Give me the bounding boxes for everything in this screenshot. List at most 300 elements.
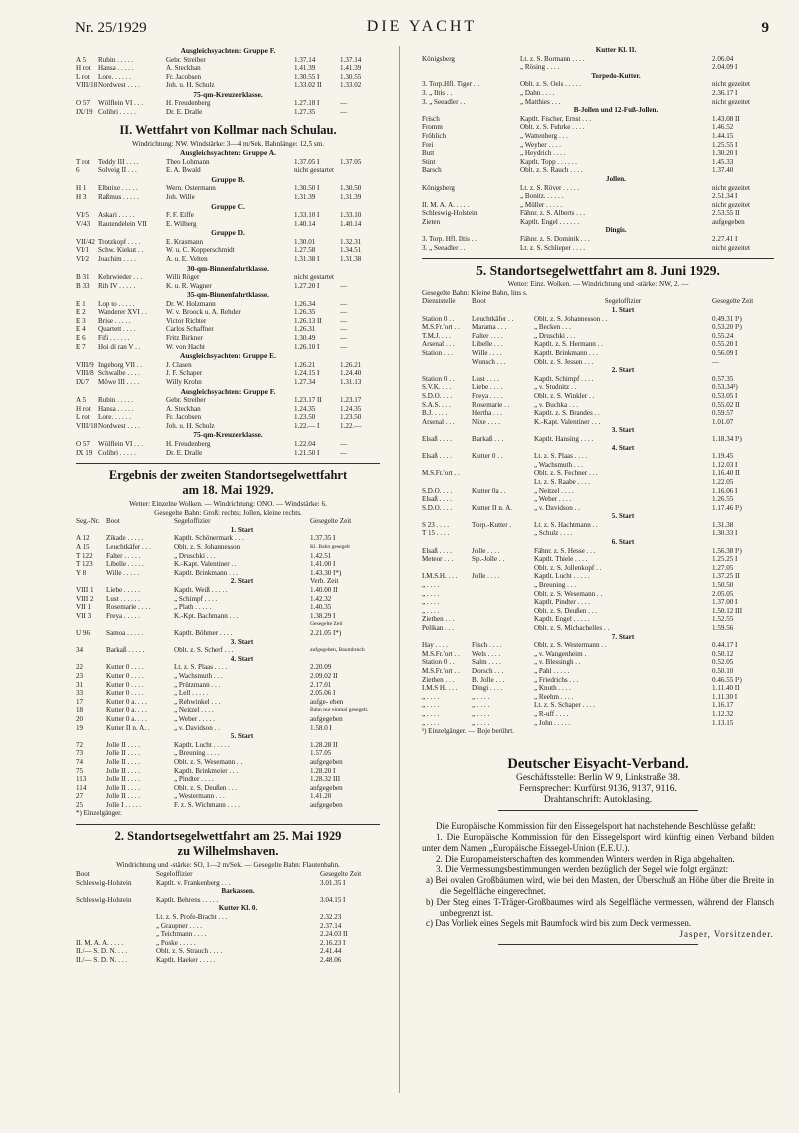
cell: nicht gestartet: [294, 273, 334, 281]
result-row: [76, 108, 380, 117]
cell: 2.37.14: [320, 921, 342, 930]
result-row: [422, 667, 774, 676]
cell: 3.04.15 I: [320, 895, 346, 904]
cell: 1.50.12 III: [712, 606, 743, 615]
cell: 3. „ Seeadler . .: [422, 243, 466, 252]
cell: —: [340, 299, 348, 308]
cell: F. F. Eiffe: [166, 211, 194, 220]
cell: Jolle II . . . .: [106, 757, 141, 766]
cell: „ Wachsmuth . . .: [534, 460, 583, 469]
cell: „ v. Studnitz . .: [534, 383, 577, 392]
result-row: [76, 724, 380, 733]
cell: „ . . . .: [472, 692, 490, 701]
cell: „ Schulz . . . .: [534, 529, 573, 538]
group-heading: 75-qm-Kreuzerklasse.: [193, 89, 263, 99]
result-row: [422, 564, 774, 573]
cell: 0.52.05: [712, 658, 734, 667]
cell: Samoa . . . . .: [106, 629, 144, 637]
cell: Fröhlich: [422, 131, 447, 140]
result-row: [422, 115, 774, 124]
cell: „ Wachsmuth . . .: [174, 671, 223, 680]
cell: [472, 538, 534, 547]
result-row: [422, 383, 774, 392]
separator-line: [498, 944, 698, 945]
cell: H 1: [76, 184, 87, 193]
cell: [472, 590, 534, 599]
cell: F. z. S. Wichmann . . . .: [174, 800, 241, 809]
footnote: ¹) Einzelgänger. — Boje berührt.: [422, 727, 514, 736]
cell: Lore. . . . . .: [98, 413, 131, 422]
cell: Lt. z. S. Plaas . . . .: [534, 452, 588, 461]
cell: [422, 461, 472, 470]
result-row: [76, 534, 380, 543]
cell: aufge- eben: [310, 697, 344, 706]
result-row: [422, 46, 774, 55]
section-title: 2. Standortsegelwettfahrt am 25. Mai 1929: [114, 829, 342, 844]
cell: Freya . . . . .: [106, 611, 140, 620]
column-header: Segeloffizier: [604, 297, 642, 306]
cell: „ Rösing . . . .: [520, 63, 560, 72]
cell: „ Druschki . . .: [174, 551, 216, 560]
cell: Kaptlt. Böhmer . . . .: [174, 629, 233, 637]
cell: 1.37.00 I: [712, 598, 738, 607]
cell: „ . . . .: [422, 606, 440, 615]
cell: 1.26.55: [712, 495, 734, 504]
cell: H 3: [76, 192, 87, 201]
result-row: [422, 366, 774, 375]
result-row: [422, 426, 774, 435]
result-row: [422, 615, 774, 624]
cell: Oblt. z. S. Westermann . .: [534, 641, 607, 650]
cell: L rot: [76, 72, 90, 81]
cell: 1.23.17: [340, 396, 362, 405]
result-row: [76, 81, 380, 90]
cell: „ Breuning . . .: [534, 581, 576, 590]
cell: Oblt. z. S. Deußen . . .: [174, 783, 238, 792]
cell: 1.33.10 I: [294, 211, 320, 220]
column-header: Boot: [76, 870, 90, 879]
cell: „ . . . .: [422, 709, 440, 718]
page-number: 9: [761, 20, 769, 36]
cell: „ Teichmann . . . .: [156, 930, 207, 939]
cell: —: [340, 107, 348, 116]
cell: [422, 633, 472, 642]
cell: [472, 624, 534, 633]
cell: B 33: [76, 281, 90, 290]
cell: Oblt. z. S. Michachelles . .: [534, 624, 610, 632]
cell: [422, 538, 472, 547]
result-row: [422, 710, 774, 719]
cell: Kaptlt. Behrens . . . . .: [156, 895, 219, 904]
cell: Schleswig-Holstein: [76, 895, 132, 904]
cell: Libelle . . .: [472, 340, 503, 349]
result-row: [422, 658, 774, 667]
cell: Lore. . . . . .: [98, 72, 131, 81]
result-row: [76, 879, 380, 888]
cell: „ . . . .: [422, 692, 440, 701]
cell: [76, 732, 106, 741]
cell: [422, 175, 520, 184]
cell: Kutter 0a . .: [472, 486, 506, 495]
result-row: [76, 552, 380, 561]
cell: Barkaß . . .: [472, 434, 504, 443]
cell: H rot: [76, 404, 91, 413]
cell: Elsaß . . . .: [422, 434, 452, 443]
cell: Kaptlt. Engel . . . . .: [534, 615, 590, 624]
result-row: [76, 255, 380, 264]
cell: 1.28.20 I: [310, 766, 336, 775]
cell: 6: [76, 166, 80, 175]
cell: Liebe . . . .: [472, 383, 503, 392]
cell: Kaptlt. Lucht . . . . .: [534, 572, 590, 581]
cell: VII/42: [76, 237, 95, 246]
cell: 1.23.17 II: [294, 396, 322, 405]
cell: W. von Hacht: [166, 342, 205, 351]
result-row: [422, 418, 774, 427]
cell: Jolle II . . . .: [106, 740, 141, 749]
cell: 1.30.50 I: [294, 184, 320, 193]
wind-info: Wetter: Einz. Wolken. — Windrichtung und -stärke: NW, 2. —: [507, 280, 689, 289]
result-row: [76, 758, 380, 767]
cell: Lt. z. S. Schaper . . . .: [534, 701, 596, 710]
cell: 1.27.20 I: [294, 281, 320, 290]
cell: „ . . . .: [422, 589, 440, 598]
result-row: [76, 698, 380, 707]
cell: 1.22.—: [340, 421, 362, 430]
cell: [310, 526, 380, 535]
result-row: [76, 422, 380, 431]
cell: 1.33.02 II: [294, 81, 322, 90]
cell: Torp.-Kutter .: [472, 520, 512, 529]
cell: 114: [76, 783, 87, 792]
cell: Jolle . . . .: [472, 572, 500, 581]
result-row: [422, 306, 774, 315]
cell: „ Becken . . .: [534, 323, 571, 332]
cell: 17: [76, 697, 84, 706]
result-row: [76, 749, 380, 758]
cell: O 57: [76, 99, 90, 108]
cell: Wanderer XVI . .: [98, 308, 147, 317]
cell: 0.55.02 II: [712, 400, 740, 409]
result-row: [422, 504, 774, 513]
cell: E. Wilberg: [166, 219, 197, 228]
cell: S.V.K. . . .: [422, 383, 452, 392]
cell: 1.43.30 I*): [310, 568, 342, 577]
cell: Raßmus . . . . .: [98, 192, 139, 201]
result-row: [76, 638, 380, 647]
result-row: [422, 158, 774, 167]
office-address: Geschäftsstelle: Berlin W 9, Linkstraße 38.: [515, 773, 680, 784]
cell: 1.30.50: [340, 184, 362, 193]
group-heading: Ausgleichsyachten: Gruppe E.: [180, 351, 276, 361]
cell: 1.16.40 II: [712, 469, 740, 478]
cell: 4. Start: [230, 654, 254, 663]
cell: Kutter 0 . . . .: [106, 680, 144, 689]
cell: Kl. Bahn gesegelt: [310, 544, 350, 551]
cell: Dorsch . . .: [472, 666, 504, 675]
cell: VII 3: [76, 611, 92, 620]
cell: Oblt. z. S. Fuhrke . . . .: [520, 123, 585, 132]
cell: U 96: [76, 629, 90, 637]
cell: 1.24.40: [340, 369, 362, 378]
paragraph: c) Das Vorliek eines Segels mit Baumfock wird bis zum Deck vermessen.: [426, 918, 692, 929]
cell: [76, 930, 156, 939]
cell: 1.30.33 I: [712, 529, 738, 538]
cell: 2.24.03 II: [320, 930, 348, 939]
result-row: [422, 401, 774, 410]
result-row: [422, 392, 774, 401]
result-row: [76, 663, 380, 672]
result-row: [422, 72, 774, 81]
cell: Lt. z. S. Bormann . . . .: [520, 54, 585, 63]
result-row: [76, 334, 380, 343]
cell: Wölflein VI . . .: [98, 99, 143, 108]
cell: 1.56.38 I¹): [712, 546, 742, 555]
cell: 0.55.24: [712, 331, 734, 340]
cell: Hansa . . . . .: [98, 404, 134, 413]
cell: „ Friedrichs . . .: [534, 675, 579, 684]
cell: Oblt. z. S. Jollenkopf . .: [534, 563, 602, 572]
cell: [712, 366, 774, 375]
cell: [712, 106, 774, 115]
cell: —: [340, 308, 348, 317]
result-row: [76, 449, 380, 458]
result-row: [422, 349, 774, 358]
result-row: [422, 495, 774, 504]
cell: II. M. A. A. . . . .: [422, 200, 470, 209]
cell: 1.24.35: [340, 404, 362, 413]
result-row: [76, 715, 380, 724]
result-row: [422, 132, 774, 141]
cell: Kaptlt. v. Frankenberg . . .: [156, 878, 231, 887]
cell: E. Krasmann: [166, 237, 204, 246]
issue-number: Nr. 25/1929: [75, 20, 147, 36]
cell: E 1: [76, 299, 86, 308]
cell: 3. „ Seeadler . .: [422, 97, 466, 106]
cell: Elsaß . . . .: [422, 452, 452, 461]
result-row: [76, 947, 380, 956]
cell: aufgegeben: [310, 714, 343, 723]
result-row: [76, 378, 380, 387]
cell: Nordwest . . . .: [98, 81, 140, 90]
cell: [174, 620, 310, 629]
cell: „ v. Blessingh . .: [534, 658, 581, 667]
cell: [472, 512, 534, 521]
result-row: [422, 192, 774, 201]
result-row: [422, 676, 774, 685]
cell: nicht gezeitet: [712, 97, 751, 106]
cell: 2.51.34 I: [712, 192, 738, 201]
result-row: [422, 650, 774, 659]
cell: [76, 904, 156, 913]
column-header: Boot: [106, 517, 120, 526]
cell: [472, 469, 534, 478]
result-row: [76, 577, 380, 586]
cell: Kutter 0 . .: [472, 452, 503, 461]
cell: „ . . . .: [422, 718, 440, 727]
cell: Fähnr. z. S. Dominik . . .: [520, 235, 590, 244]
cell: Hansa . . . . .: [98, 64, 134, 73]
cell: Fr. Jacobsen: [166, 72, 202, 81]
cell: 1.16.06 I: [712, 486, 738, 495]
cell: Rih IV . . . . .: [98, 281, 136, 290]
cell: aufgegeben, Baumbruch: [310, 647, 365, 654]
cell: Sp.-Jolle . .: [472, 555, 505, 564]
cell: Leuchtkäfer . .: [472, 314, 514, 323]
cell: Kutter 0 . . . .: [106, 663, 144, 672]
cell: 1.37.40: [712, 166, 734, 175]
cell: 1.40.00 II: [310, 586, 338, 595]
cell: Kaptlt. Brinkmann . . .: [174, 568, 238, 577]
cell: Kaptlt. Brinkmann . . .: [534, 349, 598, 357]
result-row: [76, 896, 380, 905]
cell: Lt. z. S. Profe-Bracht . . .: [156, 913, 228, 922]
result-row: [76, 526, 380, 535]
cell: 1.37.35 I: [310, 534, 336, 543]
announcement-text: [422, 821, 774, 940]
cell: 7. Start: [611, 632, 635, 641]
group-heading: 30-qm-Binnenfahrtklasse.: [187, 263, 269, 273]
cell: 22: [76, 663, 84, 672]
result-row: [422, 244, 774, 253]
cell: Frei: [422, 140, 434, 149]
cell: „ Druschki . . .: [534, 331, 576, 340]
cell: 0.55.20 I: [712, 340, 738, 349]
cell: Oblt. z. S. Fechner . . .: [534, 469, 598, 478]
cell: Jolle II . . . .: [106, 792, 141, 801]
cell: Barkassen.: [221, 887, 255, 896]
left-column: [76, 46, 380, 1113]
cell: „ . . . .: [422, 701, 440, 710]
cell: Wels . . . .: [472, 649, 501, 658]
cell: Rautendelein VII: [98, 219, 147, 228]
paragraph: 1. Die Europäische Kommission für den Eissegelsport wird künftig einen Verband bilden unter dem Namen „Europäische Eissegel-Union (E.E.U.).: [422, 831, 774, 853]
cell: S.D.O. . . .: [422, 503, 453, 512]
cell: [422, 426, 472, 435]
cell: [422, 72, 520, 81]
cell: 1.40.14: [294, 219, 316, 228]
cell: Gebr. Streiber: [166, 55, 206, 64]
result-row: [76, 569, 380, 578]
result-row: [422, 444, 774, 453]
result-row: [422, 166, 774, 175]
cell: 1.46.52: [712, 123, 734, 132]
cell: [472, 306, 534, 315]
result-row: [422, 469, 774, 478]
cell: „ . . . .: [472, 701, 490, 710]
wind-info: Windrichtung: NW. Windstärke: 3—4 m/Sek. Bahnlänge: 12,5 sm.: [131, 139, 325, 148]
cell: [106, 526, 174, 535]
cell: 3. „ Iltis . .: [422, 88, 453, 97]
cell: VIII/18: [76, 81, 98, 90]
cell: II./— S. D. N. . . .: [76, 947, 128, 956]
result-row: [76, 543, 380, 552]
cell: „ Wattenberg . . .: [520, 131, 568, 140]
right-column: [422, 46, 774, 1113]
result-row: [76, 775, 380, 784]
cell: Kaptlt. z. S. Hermann . .: [534, 340, 603, 349]
cell: 1.40.35: [310, 603, 332, 612]
cell: „ Breuning . . . .: [174, 749, 220, 758]
result-row: [76, 612, 380, 621]
cell: I.M.S H. . . .: [422, 684, 458, 693]
result-row: [422, 512, 774, 521]
result-row: [76, 560, 380, 569]
result-row: [422, 521, 774, 530]
cell: Arsenal . . .: [422, 417, 455, 426]
cell: A 5: [76, 396, 87, 405]
cell: „ Reehm . . . .: [534, 692, 574, 701]
cell: „ Weber . . . .: [534, 495, 572, 504]
cell: „ . . . .: [422, 581, 440, 590]
cell: Kutter 0 a. . . .: [106, 706, 147, 715]
cell: [106, 620, 174, 629]
cell: „ R-uff . . . .: [534, 709, 569, 718]
cell: [106, 638, 174, 647]
cell: 1.30.49: [294, 334, 316, 343]
cell: Königsberg: [422, 54, 455, 63]
cell: 2.06.04: [712, 54, 734, 63]
cell: „ v. Davidson . .: [174, 723, 220, 732]
cell: 1.30.55 I: [294, 72, 320, 81]
cell: —: [340, 316, 348, 325]
separator-line: [76, 824, 380, 825]
cell: L rot: [76, 413, 90, 422]
cell: [422, 358, 472, 367]
cell: 1.23.50: [294, 413, 316, 422]
cell: Rubin . . . . .: [98, 55, 134, 64]
result-row: [76, 956, 380, 965]
cell: [76, 913, 156, 922]
cell: Freya . . . .: [472, 391, 503, 400]
cell: [422, 46, 520, 55]
column-header: Dienststelle: [422, 297, 456, 306]
cell: 2.04.09 I: [712, 63, 738, 72]
cell: [310, 638, 380, 647]
cell: aufgegeben: [310, 757, 343, 766]
result-row: [422, 358, 774, 367]
cell: J. Clasen: [166, 360, 192, 369]
cell: Barkaß . . . . .: [106, 646, 145, 655]
result-row: [76, 595, 380, 604]
cell: Fr. Jacobsen: [166, 413, 202, 422]
cell: „ v. Davidson . .: [534, 503, 580, 512]
phone-numbers: Fernsprecher: Kurfürst 9136, 9137, 9116.: [519, 784, 677, 795]
column-headers: [76, 517, 380, 526]
cell: [422, 444, 472, 453]
cell: VII 1: [76, 603, 92, 612]
result-row: [76, 629, 380, 638]
cell: [472, 444, 534, 453]
cell: Fromm: [422, 123, 443, 132]
cell: Askari . . . . .: [98, 211, 135, 220]
cell: Jolle I . . . . .: [106, 800, 142, 809]
cell: Falter . . . . .: [106, 551, 141, 560]
result-row: [76, 56, 380, 65]
cell: —: [340, 334, 348, 343]
result-row: [76, 655, 380, 664]
cell: Kaptlt. Schimpf . . . .: [534, 374, 594, 383]
cell: 73: [76, 749, 84, 758]
group-heading: 75-qm-Kreuzerklasse.: [193, 430, 263, 440]
cell: [472, 633, 534, 642]
cell: [712, 72, 774, 81]
cell: 1.11.30 I: [712, 692, 738, 701]
cell: Kutter Kl. 0.: [218, 904, 258, 913]
cell: 1.23.50: [340, 413, 362, 422]
cell: W. v. Broock u. A. Rehder: [166, 308, 241, 317]
result-row: [422, 201, 774, 210]
